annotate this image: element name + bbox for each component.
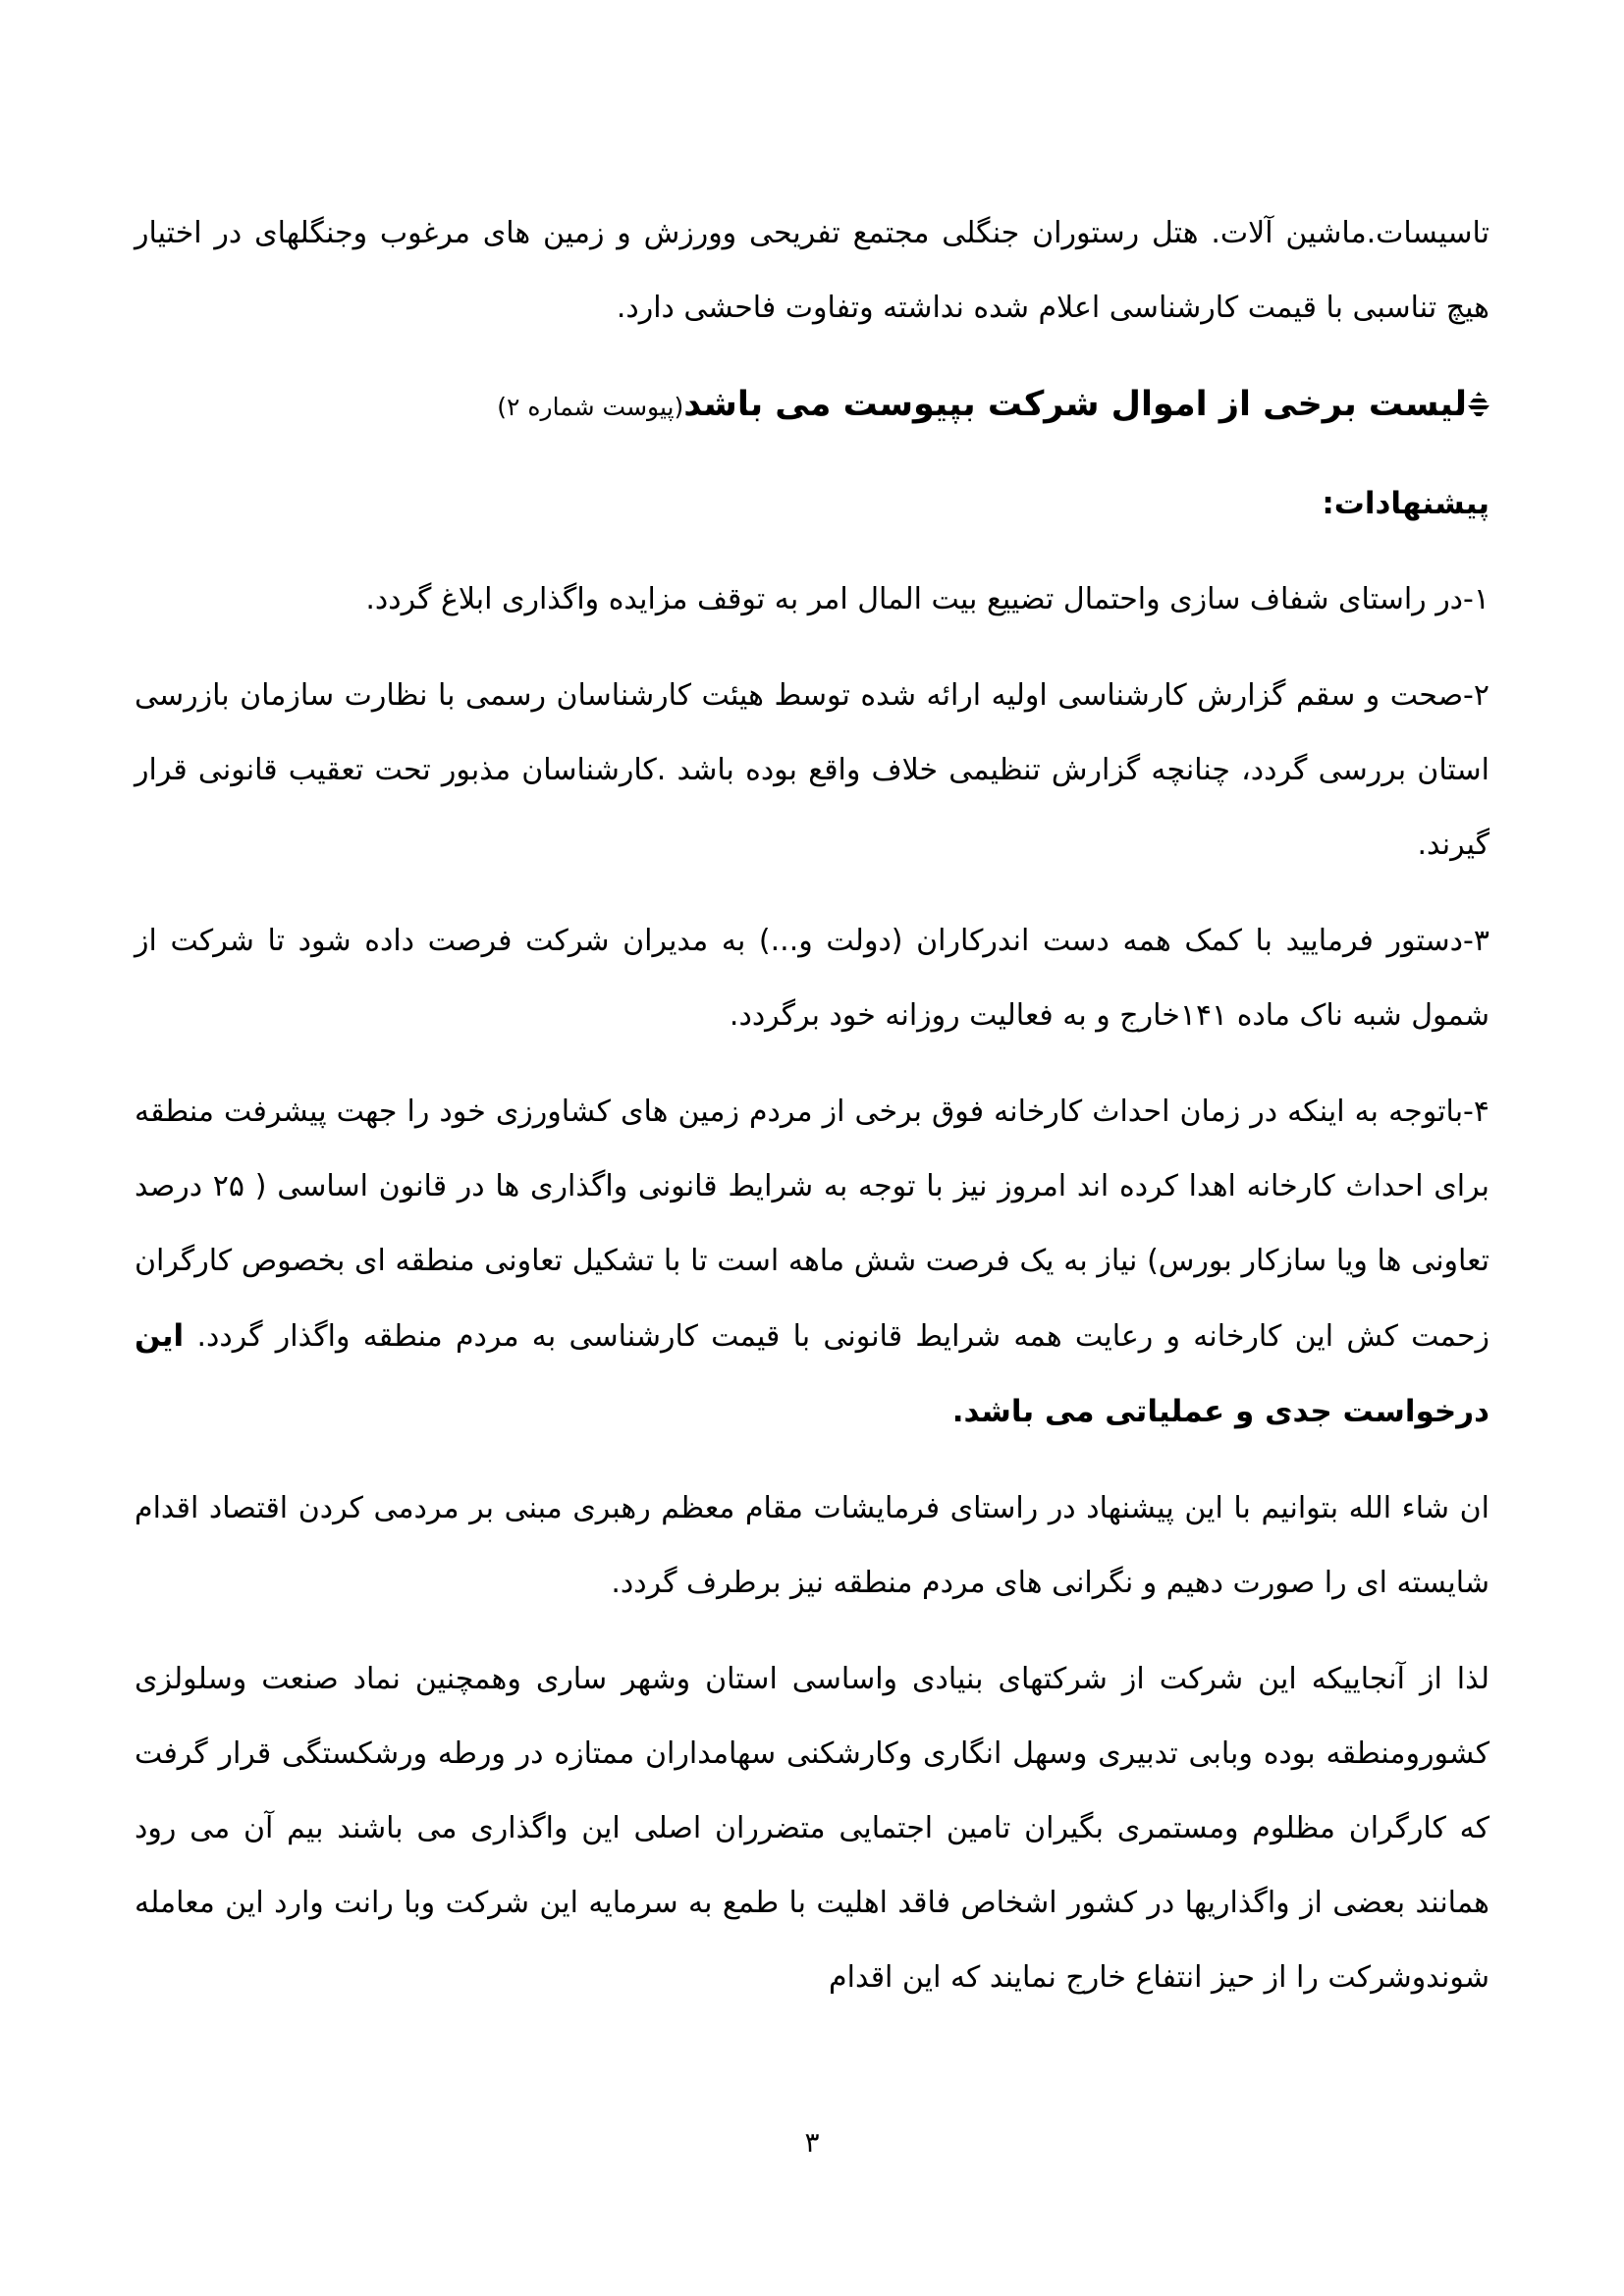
closing-paragraph-1: ان شاء الله بتوانیم با این پیشنهاد در راستای فرمایشات مقام معظم رهبری مبنی بر مردمی کردن اقتصاد اقدام شایسته ای را صورت دهیم و نگرانی های مردم منطقه نیز برطرف گردد.: [135, 1491, 1489, 1600]
suggestion-item-4: [135, 1075, 1489, 1450]
page-number: ۳: [804, 2126, 820, 2159]
striped-diamond-bullet-icon: [1468, 392, 1489, 419]
attachment-note-text: لیست برخی از اموال شرکت بپیوست می باشد: [683, 385, 1467, 424]
closing-paragraph-2: لذا از آنجاییکه این شرکت از شرکتهای بنیادی واساسی استان وشهر ساری وهمچنین نماد صنعت وسلولزی کشورومنطقه بوده وبابی تدبیری وسهل انگاری وکارشکنی سهامداران ممتازه در ورطه ورشکستگی قرار گرفت که کارگران مظلوم ومستمری بگیران تامین اجتمایی متضرران اصلی این واگذاری می باشند بیم آن می رود همانند بعضی از واگذاریها در کشور اشخاص فاقد اهلیت با طمع به سرمایه این شرکت وبا رانت وارد این معامله شوندوشرکت را از حیز انتفاع خارج نمایند که این اقدام: [135, 1662, 1489, 1995]
attachment-reference: (پیوست شماره ۲): [497, 393, 684, 421]
suggestion-item-3: ۳-دستور فرمایید با کمک همه دست اندرکاران (دولت و...) به مدیران شرکت فرصت داده شود تا شرکت از شمول شبه ناک ماده ۱۴۱خارج و به فعالیت روزانه خود برگردد.: [135, 924, 1489, 1033]
intro-paragraph: تاسیسات.ماشین آلات. هتل رستوران جنگلی مجتمع تفریحی وورزش و زمین های مرغوب وجنگلهای در اختیار هیچ تناسبی با قیمت کارشناسی اعلام شده نداشته وتفاوت فاحشی دارد.: [135, 216, 1489, 325]
suggestions-heading: پیشنهادات:: [1322, 486, 1489, 521]
suggestion-item-2: ۲-صحت و سقم گزارش کارشناسی اولیه ارائه شده توسط هیئت کارشناسان رسمی با نظارت سازمان بازرسی استان بررسی گردد، چنانچه گزارش تنظیمی خلاف واقع بوده باشد .کارشناسان مذبور تحت تعقیب قانونی قرار گیرند.: [135, 678, 1489, 862]
attachment-note-line: [135, 367, 1489, 445]
suggestion-item-1: ۱-در راستای شفاف سازی واحتمال تضییع بیت المال امر به توقف مزایده واگذاری ابلاغ گردد.: [365, 582, 1489, 616]
suggestion-item-4-text: ۴-باتوجه به اینکه در زمان احداث کارخانه فوق برخی از مردم زمین های کشاورزی خود را جهت پیشرفت منطقه برای احداث کارخانه اهدا کرده اند امروز نیز با توجه به شرایط قانونی واگذاری ها در قانون اساسی ( ۲۵ درصد تعاونی ها ویا سازکار بورس) نیاز به یک فرصت شش ماهه است تا با تشکیل تعاونی منطقه ای بخصوص کارگران زحمت کش این کارخانه و رعایت همه شرایط قانونی با قیمت کارشناسی به مردم منطقه واگذار گردد.: [135, 1095, 1489, 1354]
suggestion-item-4-emphasis: این درخواست جدی و عملیاتی می باشد.: [135, 1318, 1489, 1429]
